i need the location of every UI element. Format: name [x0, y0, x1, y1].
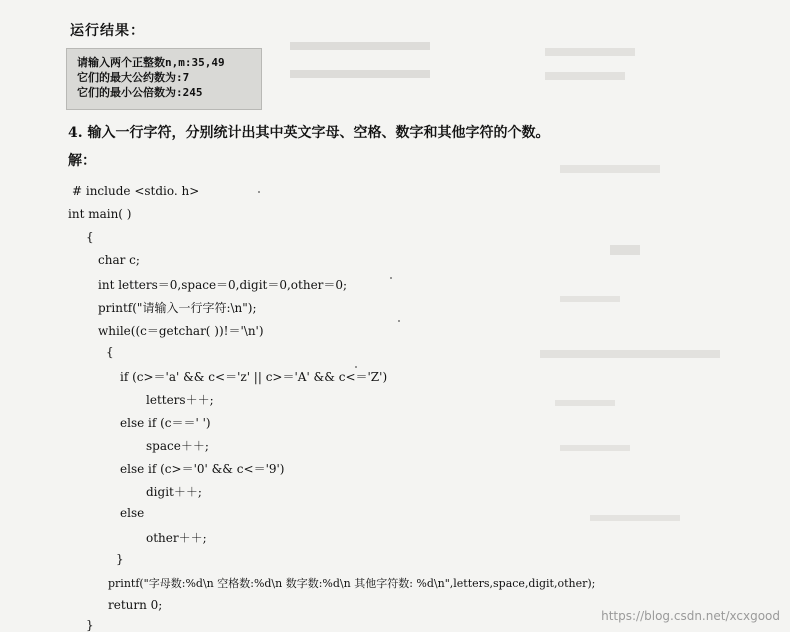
bleed-through-mark	[610, 245, 640, 255]
code-line: printf("字母数:%d\n 空格数:%d\n 数字数:%d\n 其他字符数: %d\n",letters,space,digit,other);	[108, 577, 596, 590]
code-line: else if (c>＝'0' && c<＝'9')	[120, 462, 285, 476]
bleed-through-mark	[560, 296, 620, 302]
source-watermark: https://blog.csdn.net/xcxgood	[601, 609, 780, 623]
code-line: if (c>＝'a' && c<＝'z' || c>＝'A' && c<＝'Z')	[120, 370, 388, 384]
code-line: printf("请输入一行字符:\n");	[98, 301, 257, 315]
program-output-screenshot	[66, 48, 262, 110]
code-line: else if (c＝＝' ')	[120, 416, 211, 430]
bleed-through-mark	[540, 350, 720, 358]
code-line: while((c＝getchar( ))!＝'\n')	[98, 324, 264, 338]
code-line: # include <stdio. h>	[72, 184, 200, 198]
code-line: return 0;	[108, 598, 163, 612]
bleed-through-mark	[555, 400, 615, 406]
code-line: char c;	[98, 253, 140, 267]
bleed-through-mark	[290, 42, 430, 50]
bleed-through-mark	[545, 72, 625, 80]
bleed-through-mark	[560, 165, 660, 173]
output-line: 请输入两个正整数n,m:35,49	[77, 56, 225, 69]
code-line: else	[120, 506, 145, 520]
code-line: digit＋＋;	[146, 485, 202, 499]
ink-speck	[398, 320, 400, 322]
ink-speck	[390, 277, 392, 279]
ink-speck	[355, 366, 357, 368]
ink-speck	[258, 191, 260, 193]
solution-label: 解：	[68, 153, 96, 169]
bleed-through-mark	[290, 70, 430, 78]
output-line: 它们的最小公倍数为:245	[77, 86, 203, 99]
output-line: 它们的最大公约数为:7	[77, 71, 190, 84]
code-line: {	[86, 230, 94, 244]
run-result-heading: 运行结果：	[70, 23, 145, 39]
code-line: space＋＋;	[146, 439, 209, 453]
problem-statement: 4. 输入一行字符，分别统计出其中英文字母、空格、数字和其他字符的个数。	[68, 125, 550, 141]
code-line: }	[116, 552, 124, 566]
code-line: }	[86, 618, 94, 632]
code-line: {	[106, 345, 114, 359]
code-line: letters＋＋;	[146, 393, 214, 407]
bleed-through-mark	[545, 48, 635, 56]
code-line: other＋＋;	[146, 531, 207, 545]
code-line: int main( )	[68, 207, 132, 221]
bleed-through-mark	[590, 515, 680, 521]
bleed-through-mark	[560, 445, 630, 451]
code-line: int letters＝0,space＝0,digit＝0,other＝0;	[98, 278, 348, 292]
